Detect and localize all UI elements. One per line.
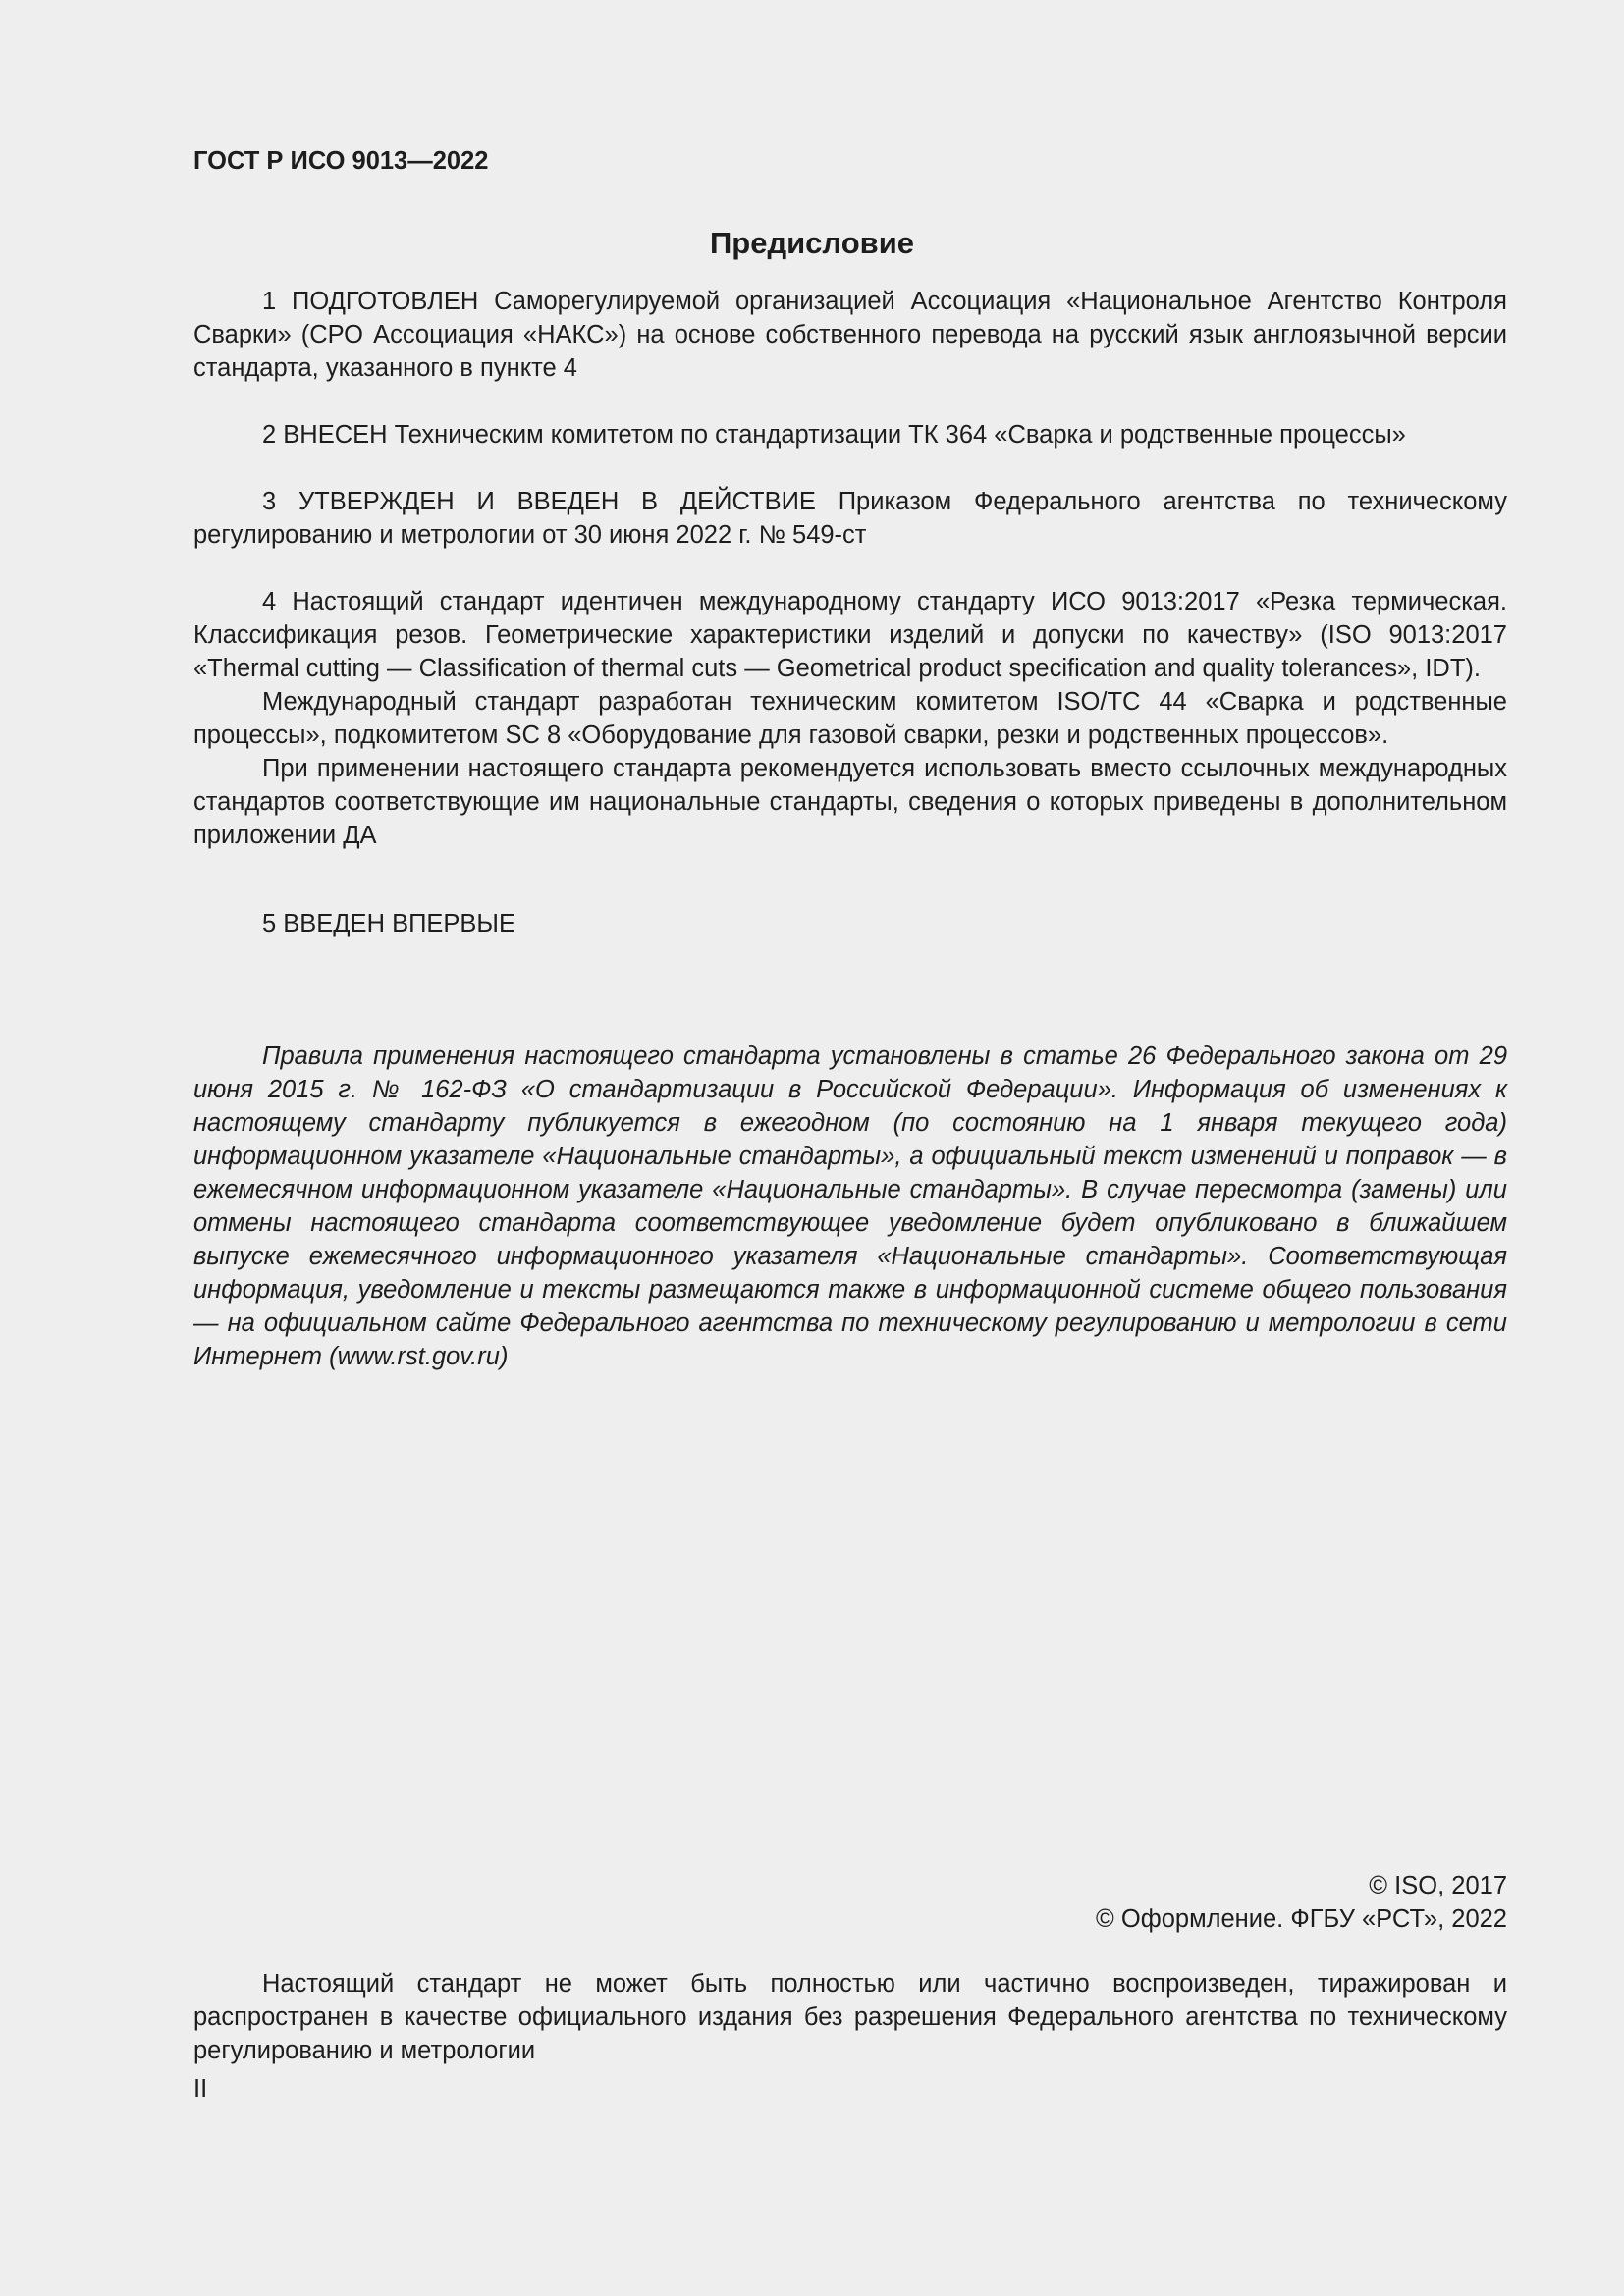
reproduction-notice bbox=[193, 1967, 1507, 2067]
paragraph-5-first-introduced bbox=[193, 907, 1507, 940]
reproduction-notice-text: Настоящий стандарт не может быть полностью или частично воспроизведен, тиражирован и распространен в качестве официального издания без разрешения Федерального агентства по техническому регулированию и метрологии bbox=[193, 1970, 1507, 2064]
rules-notice bbox=[193, 1040, 1507, 1373]
paragraph-text: 1 ПОДГОТОВЛЕН Саморегулируемой организацией Ассоциация «Национальное Агентство Контроля Сварки» (СРО Ассоциация «НАКС») на основе собственного перевода на русский язык англоязычной версии стандарта, указанного в пункте 4 bbox=[193, 288, 1507, 382]
rules-notice-text: Правила применения настоящего стандарта установлены в статье 26 Федерального закона от 29 июня 2015 г. № 162-ФЗ «О стандартизации в Российской Федерации». Информация об изменениях к настоящему стандарту публикуется в ежегодном (по состоянию на 1 января текущего года) информационном указателе «Национальные стандарты», а официальный текст изменений и поправок — в ежемесячном информационном указателе «Национальные стандарты». В случае пересмотра (замены) или отмены настоящего стандарта соответствующее уведомление будет опубликовано в ближайшем выпуске ежемесячного информационного указателя «Национальные стандарты». Соответствующая информация, уведомление и тексты размещаются также в информационной системе общего пользования — на официальном сайте Федерального агентства по техническому регулированию и метрологии в сети Интернет (www.rst.gov.ru) bbox=[193, 1042, 1507, 1370]
paragraph-text: 4 Настоящий стандарт идентичен международному стандарту ИСО 9013:2017 «Резка термическая. Классификация резов. Геометрические характеристики изделий и допуски по качеству» (ISO 9013:2017 «Thermal cutting — Classification of thermal cuts — Geometrical product specification and quality tolerances», IDT). bbox=[193, 588, 1507, 682]
paragraph-text: 3 УТВЕРЖДЕН И ВВЕДЕН В ДЕЙСТВИЕ Приказом Федерального агентства по техническому регулированию и метрологии от 30 июня 2022 г. № 549-ст bbox=[193, 488, 1507, 549]
paragraph-text: Международный стандарт разработан техническим комитетом ISO/TC 44 «Сварка и родственные процессы», подкомитетом SC 8 «Оборудование для газовой сварки, резки и родственных процессов». bbox=[193, 688, 1507, 749]
copyright-rst: © Оформление. ФГБУ «РСТ», 2022 bbox=[1096, 1905, 1507, 1933]
paragraph-text: 2 ВНЕСЕН Техническим комитетом по стандартизации ТК 364 «Сварка и родственные процессы» bbox=[262, 421, 1406, 449]
page-title: Предисловие bbox=[709, 226, 914, 260]
paragraph-4-identity bbox=[193, 585, 1507, 852]
paragraph-1-prepared bbox=[193, 285, 1507, 385]
page-number: II bbox=[193, 2075, 208, 2103]
paragraph-text: 5 ВВЕДЕН ВПЕРВЫЕ bbox=[262, 910, 516, 937]
copyright-iso: © ISO, 2017 bbox=[1369, 1872, 1507, 1899]
copyright-block bbox=[193, 1869, 1507, 1936]
paragraph-2-introduced bbox=[193, 418, 1507, 452]
paragraph-3-approved bbox=[193, 485, 1507, 552]
document-header: ГОСТ Р ИСО 9013—2022 bbox=[193, 147, 489, 175]
paragraph-text: При применении настоящего стандарта рекомендуется использовать вместо ссылочных международных стандартов соответствующие им национальные стандарты, сведения о которых приведены в дополнительном приложении ДА bbox=[193, 755, 1507, 849]
